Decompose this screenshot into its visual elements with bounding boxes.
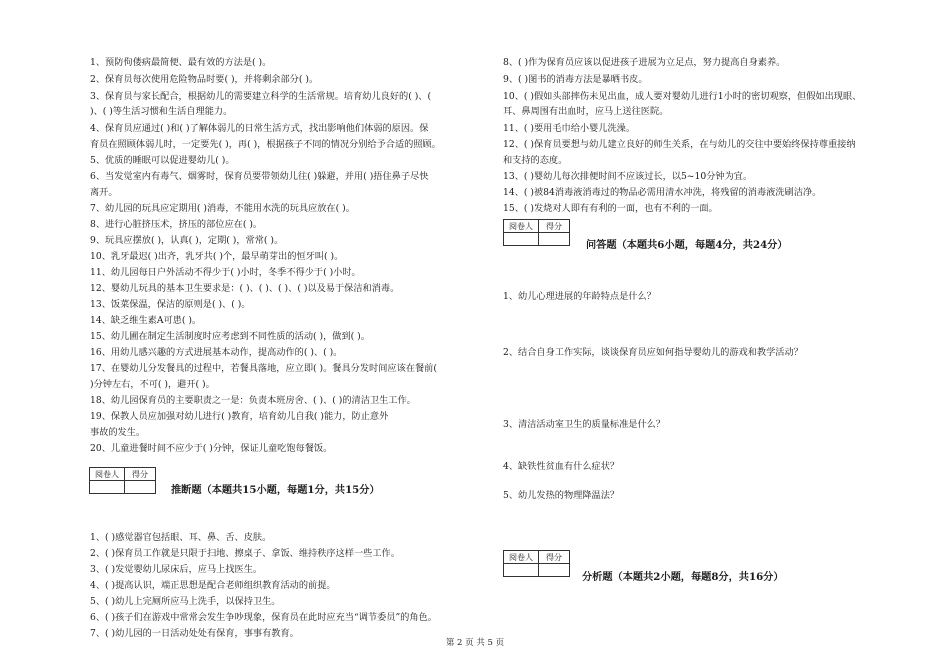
reviewer-label: 阅卷人 <box>90 468 125 481</box>
qa-item: 4、缺铁性贫血有什么症状？ <box>503 461 620 472</box>
judge-item: 12、( )保育员要想与幼儿建立良好的师生关系，在与幼儿的交往中要始终保持尊重接纳 <box>503 139 856 150</box>
section-title-qa: 问答题（本题共6小题，每题4分，共24分） <box>586 239 788 251</box>
judge-item: 1、( )感觉器官包括眼、耳、鼻、舌、皮肤。 <box>90 532 272 543</box>
judge-item: 和支持的态度。 <box>503 155 568 166</box>
fill-in-line: 离开。 <box>90 187 118 198</box>
fill-in-line: 2、保育员每次使用危险物品时要( )，并将剩余部分( )。 <box>90 74 319 85</box>
qa-item: 5、幼儿发热的物理降温法？ <box>503 490 620 501</box>
fill-in-line: 16、用幼儿感兴趣的方式进展基本动作，提高动作的( )、( )。 <box>90 347 343 358</box>
section-title-analysis: 分析题（本题共2小题，每题8分，共16分） <box>582 571 784 583</box>
score-label: 得分 <box>539 220 570 233</box>
fill-in-line: )分钟左右，不可( )，避开( )。 <box>90 379 215 390</box>
fill-in-line: 3、保育员与家长配合，根据幼儿的需要建立科学的生活常规。培育幼儿良好的( )、( <box>90 91 432 102</box>
judge-item: 8、( )作为保育员应该以促进孩子进展为立足点，努力提高自身素养。 <box>503 57 786 68</box>
fill-in-line: 育员在照顾体弱儿时，一定要先( )，再( )，根据孩子不同的情况分别给予合适的照顾。 <box>90 139 441 150</box>
fill-in-line: 13、饭菜保温，保洁的原则是( )、( )。 <box>90 299 251 310</box>
judge-item: 9、( )图书的消毒方法是暴晒书皮。 <box>503 74 648 85</box>
judge-item: 13、( )婴幼儿每次排便时间不应该过长，以5~10分钟为宜。 <box>503 171 753 182</box>
fill-in-line: 7、幼儿园的玩具应定期用( )消毒，不能用水洗的玩具应放在( )。 <box>90 203 355 214</box>
fill-in-line: 19、保教人员应加强对幼儿进行( )教育，培育幼儿自我( )能力，防止意外 <box>90 411 389 422</box>
fill-in-line: 14、缺乏维生素A可患( )。 <box>90 315 202 326</box>
judge-item: 7、( )幼儿园的一日活动处处有保育，事事有教育。 <box>90 628 299 639</box>
fill-in-line: 11、幼儿园每日户外活动不得少于( )小时，冬季不得少于( )小时。 <box>90 267 361 278</box>
score-label: 得分 <box>539 551 570 564</box>
reviewer-label: 阅卷人 <box>504 551 539 564</box>
score-cell <box>539 233 570 246</box>
reviewer-label: 阅卷人 <box>504 220 539 233</box>
score-label: 得分 <box>125 468 156 481</box>
section-title-judge: 推断题（本题共15小题，每题1分，共15分） <box>171 484 380 496</box>
fill-in-line: 8、进行心脏挤压术，挤压的部位应在( )。 <box>90 219 263 230</box>
fill-in-line: 12、婴幼儿玩具的基本卫生要求是：( )、( )、( )、( )以及易于保洁和消毒。 <box>90 283 400 294</box>
judge-item: 5、( )幼儿上完厕所应马上洗手，以保持卫生。 <box>90 596 281 607</box>
judge-item: 2、( )保育员工作就是只限于扫地、擦桌子、拿饭、维持秩序这样一些工作。 <box>90 548 400 559</box>
qa-item: 2、结合自身工作实际，谈谈保育员应如何指导婴幼儿的游戏和教学活动？ <box>503 347 803 358</box>
qa-item: 1、幼儿心理进展的年龄特点是什么？ <box>503 291 656 302</box>
fill-in-line: 9、玩具应摆放( )，认真( )，定期( )，常常( )。 <box>90 235 284 246</box>
page-footer: 第 2 页 共 5 页 <box>445 638 505 648</box>
judge-item: 4、( )提高认识，端正思想是配合老师组织教育活动的前提。 <box>90 580 336 591</box>
judge-item: 14、( )被84消毒液消毒过的物品必需用清水冲洗，将残留的消毒液洗刷洁净。 <box>503 187 822 198</box>
score-cell <box>539 564 570 577</box>
fill-in-line: 15、幼儿圃在制定生活制度时应考虑到不同性质的活动( )，做到( )。 <box>90 331 370 342</box>
fill-in-line: 10、乳牙最迟( )出齐，乳牙共( )个，最早萌芽出的恒牙叫( )。 <box>90 251 344 262</box>
qa-item: 3、清洁活动室卫生的质量标准是什么？ <box>503 419 666 430</box>
fill-in-line: 1、预防佝偻病最简便、最有效的方法是( )。 <box>90 57 272 68</box>
fill-in-line: 事故的发生。 <box>90 427 146 438</box>
fill-in-line: 18、幼儿园保育员的主要职责之一是：负责本班房舍、( )、( )的清洁卫生工作。 <box>90 395 416 406</box>
fill-in-line: 4、保育员应通过( )和( )了解体弱儿的日常生活方式，找出影响他们体弱的原因。保 <box>90 123 429 134</box>
score-box <box>503 550 570 577</box>
fill-in-line: 20、儿童进餐时间不应少于( )分钟，保证儿童吃饱每餐饭。 <box>90 443 333 454</box>
score-box <box>89 467 156 494</box>
fill-in-line: 6、当发觉室内有毒气、烟雾时，保育员要带领幼儿往( )躲避，并用( )捂住鼻子尽快 <box>90 171 429 182</box>
judge-item: 10、( )假如头部摔伤未见出血，成人要对婴幼儿进行1小时的密切观察，但假如出现眼、 <box>503 91 862 102</box>
judge-item: 3、( )发觉婴幼儿尿床后，应马上找医生。 <box>90 564 263 575</box>
fill-in-line: 17、在婴幼儿分发餐具的过程中，若餐具落地，应立即( )。餐具分发时间应该在餐前( <box>90 363 437 374</box>
score-box <box>503 219 570 246</box>
fill-in-line: )、( )等生活习惯和生活自理能力。 <box>90 106 233 117</box>
score-cell <box>125 481 156 494</box>
reviewer-cell <box>90 481 125 494</box>
judge-item: 耳、鼻周围有出血时，应马上送往医院。 <box>503 106 669 117</box>
judge-item: 15、( )发烧对人即有有利的一面，也有不利的一面。 <box>503 203 718 214</box>
reviewer-cell <box>504 564 539 577</box>
reviewer-cell <box>504 233 539 246</box>
fill-in-line: 5、优质的睡眠可以促进婴幼儿( )。 <box>90 155 235 166</box>
judge-item: 11、( )要用毛巾给小婴儿洗澡。 <box>503 123 636 134</box>
judge-item: 6、( )孩子们在游戏中常常会发生争吵现象，保育员在此时应充当“调节委员”的角色。 <box>90 612 437 623</box>
